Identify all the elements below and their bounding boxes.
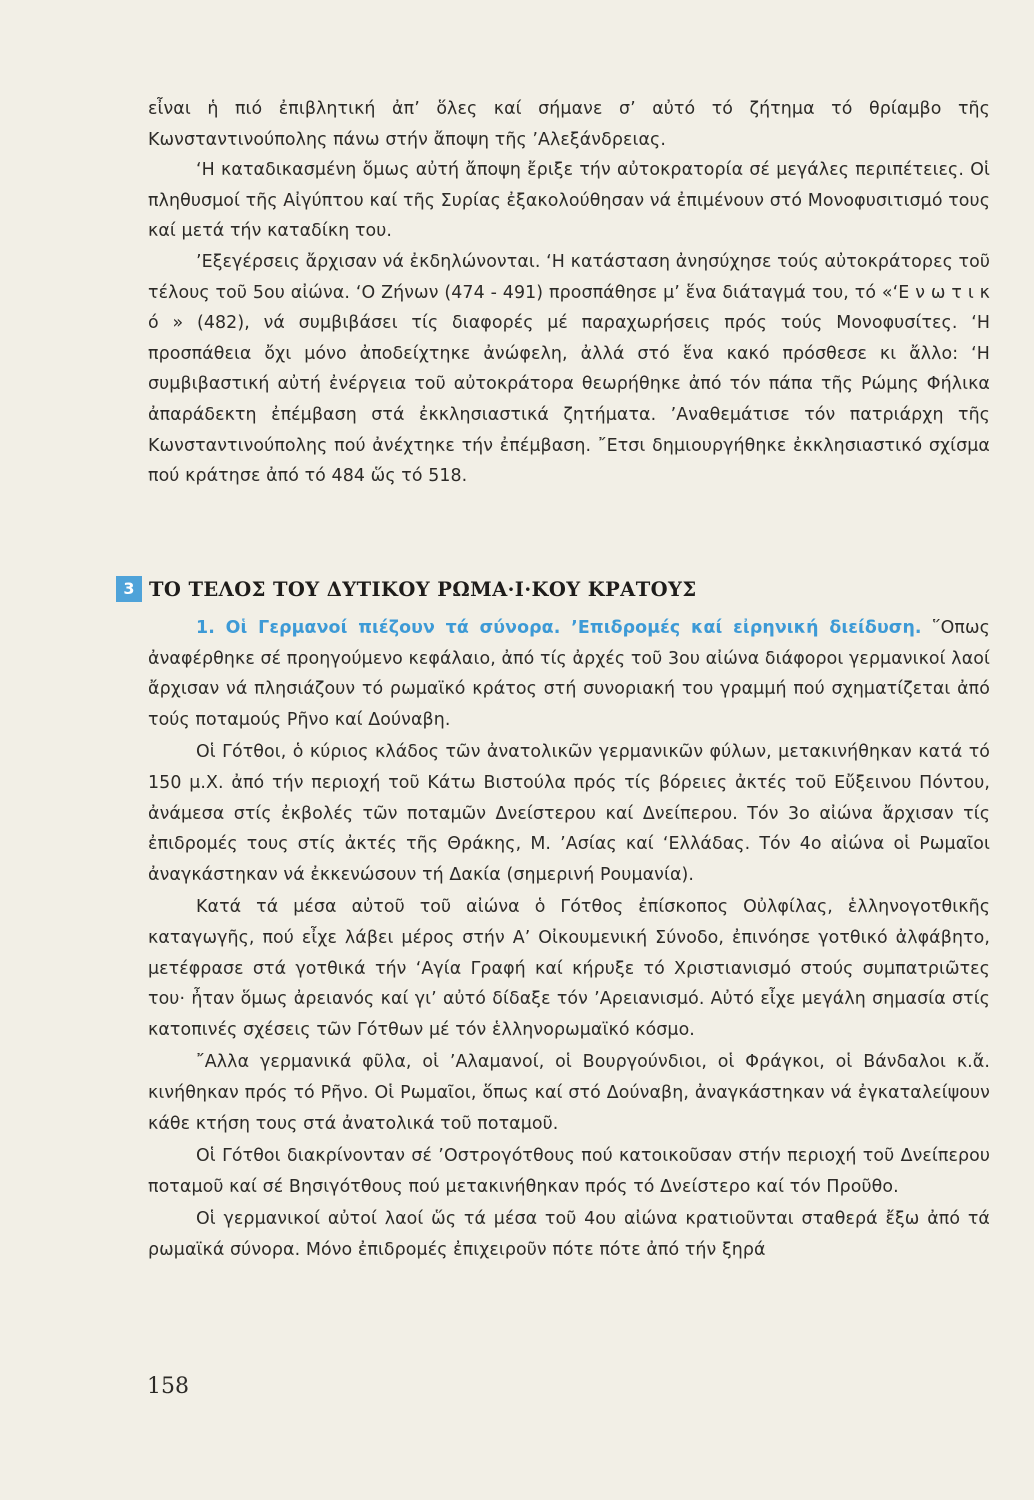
paragraph: Οἱ Γότθοι, ὁ κύριος κλάδος τῶν ἀνατολικῶν γερμανικῶν φύλων, μετακινήθηκαν κατά τό 150 μ.Χ. ἀπό τήν περιοχή τοῦ Κάτω Βιστούλα πρός τίς βόρειες ἀκτές τοῦ Εὔξεινου Πόντου, ἀνάμεσα στίς ἐκβολές τῶν ποταμῶν Δνείστερου καί Δνείπερου. Τόν 3ο αἰώνα ἄρχισαν τίς ἐπιδρομές τους στίς ἀκτές τῆς Θράκης, Μ. ’Ασίας καί ‘Ελλάδας. Τόν 4ο αἰώνα οἱ Ρωμαῖοι ἀναγκάστηκαν νά ἐκκενώσουν τή Δακία (σημερινή Ρουμανία). (148, 742, 990, 885)
paragraph-continuation: εἶναι ἡ πιό ἐπιβλητική ἀπ’ ὅλες καί σήμανε σ’ αὐτό τό ζήτημα τό θρίαμβο τῆς Κωνσταντινούπολης πάνω στήν ἄποψη τῆς ’Αλεξάνδρειας. (148, 99, 990, 150)
subsection-paragraph (148, 613, 990, 735)
paragraph: ‘Η καταδικασμένη ὅμως αὐτή ἄποψη ἔριξε τήν αὐτοκρατορία σέ μεγάλες περιπέτειες. Οἱ πληθυσμοί τῆς Αἰγύπτου καί τῆς Συρίας ἐξακολούθησαν νά ἐπιμένουν στό Μονοφυσιτισμό τους καί μετά τήν καταδίκη του. (148, 160, 990, 242)
page-number: 158 (147, 1374, 189, 1399)
section-title: ΤΟ ΤΕΛΟΣ ΤΟΥ ΔΥΤΙΚΟΥ ΡΩΜΑ·Ι·ΚΟΥ ΚΡΑΤΟΥΣ (149, 578, 697, 601)
subsection-lead-text: ῞Οπως ἀναφέρθηκε σέ προηγούμενο κεφάλαιο, ἀπό τίς ἀρχές τοῦ 3ου αἰώνα διάφοροι γερμανικοί λαοί ἄρχισαν νά πλησιάζουν τό ρωμαϊκό κράτος στή συνοριακή του γραμμή πού σχηματίζεται ἀπό τούς ποταμούς Ρῆνο καί Δούναβη. (148, 618, 990, 730)
section-number-badge: 3 (116, 576, 142, 602)
section-heading (116, 574, 996, 606)
paragraph: ’Εξεγέρσεις ἄρχισαν νά ἐκδηλώνονται. ‘Η κατάσταση ἀνησύχησε τούς αὐτοκράτορες τοῦ τέλους τοῦ 5ου αἰώνα. ‘Ο Ζήνων (474 - 491) προσπάθησε μ’ ἕνα διάταγμά του, τό «‘Ε ν ω τ ι κ ό » (482), νά συμβιβάσει τίς διαφορές μέ παραχωρήσεις πρός τούς Μονοφυσίτες. ‘Η προσπάθεια ὄχι μόνο ἀποδείχτηκε ἀνώφελη, ἀλλά στό ἕνα κακό πρόσθεσε κι ἄλλο: ‘Η συμβιβαστική αὐτή ἐνέργεια τοῦ αὐτοκράτορα θεωρήθηκε ἀπό τόν πάπα τῆς Ρώμης Φήλικα ἀπαράδεκτη ἐπέμβαση στά ἐκκλησιαστικά ζητήματα. ’Αναθεμάτισε τόν πατριάρχη τῆς Κωνσταντινούπολης πού ἀνέχτηκε τήν ἐπέμβαση. ῎Ετσι δημιουργήθηκε ἐκκλησιαστικό σχίσμα πού κράτησε ἀπό τό 484 ὥς τό 518. (148, 251, 990, 487)
top-text-block (148, 94, 990, 492)
paragraph: Οἱ γερμανικοί αὐτοί λαοί ὥς τά μέσα τοῦ 4ου αἰώνα κρατιοῦνται σταθερά ἔξω ἀπό τά ρωμαϊκά σύνορα. Μόνο ἐπιδρομές ἐπιχειροῦν πότε πότε ἀπό τήν ξηρά (148, 1209, 990, 1260)
paragraph: Κατά τά μέσα αὐτοῦ τοῦ αἰώνα ὁ Γότθος ἐπίσκοπος Οὐλφίλας, ἑλληνογοτθικῆς καταγωγῆς, πού εἶχε λάβει μέρος στήν Α’ Οἰκουμενική Σύνοδο, ἐπινόησε γοτθικό ἀλφάβητο, μετέφρασε στά γοτθικά τήν ‘Αγία Γραφή καί κήρυξε τό Χριστιανισμό στούς συμπατριῶτες του· ἦταν ὅμως ἀρειανός καί γι’ αὐτό δίδαξε τόν ’Αρειανισμό. Αὐτό εἶχε μεγάλη σημασία στίς κατοπινές σχέσεις τῶν Γότθων μέ τόν ἑλληνορωμαϊκό κόσμο. (148, 897, 990, 1040)
paragraph: Οἱ Γότθοι διακρίνονταν σέ ’Οστρογότθους πού κατοικοῦσαν στήν περιοχή τοῦ Δνείπερου ποταμοῦ καί σέ Βησιγότθους πού μετακινήθηκαν πρός τό Δνείστερο καί τόν Προῦθο. (148, 1146, 990, 1197)
body-text-block (148, 613, 990, 1265)
paragraph: ῎Αλλα γερμανικά φῦλα, οἱ ’Αλαμανοί, οἱ Βουργούνδιοι, οἱ Φράγκοι, οἱ Βάνδαλοι κ.ἄ. κινήθηκαν πρός τό Ρῆνο. Οἱ Ρωμαῖοι, ὅπως καί στό Δούναβη, ἀναγκάστηκαν νά ἐγκαταλείψουν κάθε κτήση τους στά ἀνατολικά τοῦ ποταμοῦ. (148, 1052, 990, 1134)
subsection-heading: 1. Οἱ Γερμανοί πιέζουν τά σύνορα. ’Επιδρομές καί εἰρηνική διείδυση. (196, 618, 922, 638)
